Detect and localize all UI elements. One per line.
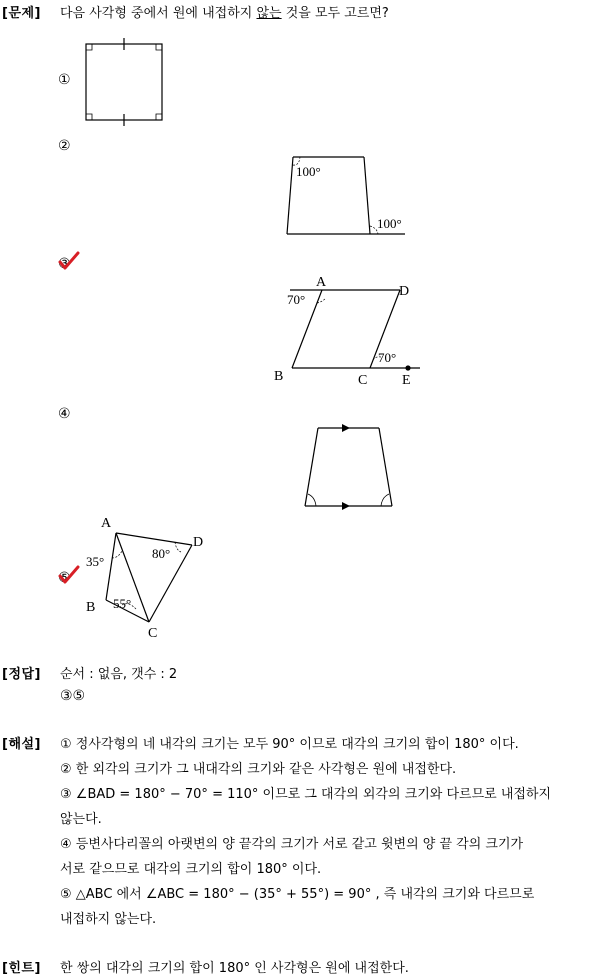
- choice-3-label-e: E: [402, 373, 411, 388]
- svg-text:⑤: ⑤: [58, 571, 71, 586]
- choice-3-check-icon: [58, 253, 78, 272]
- choice-5-angle-a: 35°: [86, 554, 105, 569]
- explanation-line: ① 정사각형의 네 내각의 크기는 모두 90° 이므로 대각의 크기의 합이 180° 이다.: [60, 737, 519, 752]
- choice-2-angle-top: 100°: [296, 164, 321, 179]
- choice-5-label-c: C: [148, 626, 158, 641]
- choice-4-number: ④: [58, 406, 71, 422]
- choice-5-label-b: B: [86, 600, 96, 615]
- choice-3-label-a: A: [316, 275, 327, 290]
- choice-3-point-e-dot: [405, 365, 410, 370]
- answer-line-2: ③⑤: [60, 688, 86, 704]
- choice-1-number: ①: [58, 72, 71, 88]
- hint-tag: [힌트]: [2, 961, 41, 976]
- explanation-tag: [해설]: [2, 737, 41, 752]
- problem-tag: [문제]: [2, 6, 41, 21]
- choice-3-label-d: D: [399, 284, 410, 299]
- answer-tag: [정답]: [2, 667, 41, 682]
- choice-5-label-a: A: [101, 516, 112, 531]
- choice-1-square-figure: [86, 38, 162, 126]
- explanation-line: ④ 등변사다리꼴의 아랫변의 양 끝각의 크기가 서로 같고 윗변의 양 끝 각의 크기가: [60, 837, 524, 852]
- answer-line-1: 순서 : 없음, 갯수 : 2: [60, 667, 178, 682]
- choice-5-label-d: D: [193, 535, 204, 550]
- question-post: 것을 모두 고르면?: [281, 6, 389, 21]
- choice-5-check-icon: [58, 567, 78, 586]
- choice-2-angle-bottom: 100°: [377, 216, 402, 231]
- choice-3-angle-c: 70°: [378, 350, 397, 365]
- choice-2-number: ②: [58, 138, 71, 154]
- choice-5-angle-d: 80°: [152, 546, 171, 561]
- explanation-line: ② 한 외각의 크기가 그 내대각의 크기와 같은 사각형은 원에 내접한다.: [60, 762, 457, 777]
- explanation-line: ⑤ △ABC 에서 ∠ABC = 180° − (35° + 55°) = 90° , 즉 내각의 크기와 다르므로: [60, 887, 535, 902]
- question-underlined: 않는: [256, 6, 282, 21]
- explanation-line: ③ ∠BAD = 180° − 70° = 110° 이므로 그 대각의 외각의 크기와 다르므로 내접하지: [60, 787, 552, 802]
- question-pre: 다음 사각형 중에서 원에 내접하지: [60, 6, 257, 21]
- choice-4-trapezoid-figure: [305, 424, 392, 510]
- hint-text: 한 쌍의 대각의 크기의 합이 180° 인 사각형은 원에 내접한다.: [60, 961, 409, 976]
- explanation-line: 않는다.: [60, 812, 102, 827]
- choice-3-parallelogram-figure: [290, 290, 420, 368]
- svg-text:③: ③: [58, 257, 71, 272]
- explanation-line: 내접하지 않는다.: [60, 912, 157, 927]
- choice-3-angle-a: 70°: [287, 292, 306, 307]
- choice-5-angle-b: 55°: [113, 596, 132, 611]
- choice-3-label-c: C: [358, 373, 368, 388]
- explanation-line: 서로 같으므로 대각의 크기의 합이 180° 이다.: [60, 862, 322, 877]
- choice-3-label-b: B: [274, 369, 284, 384]
